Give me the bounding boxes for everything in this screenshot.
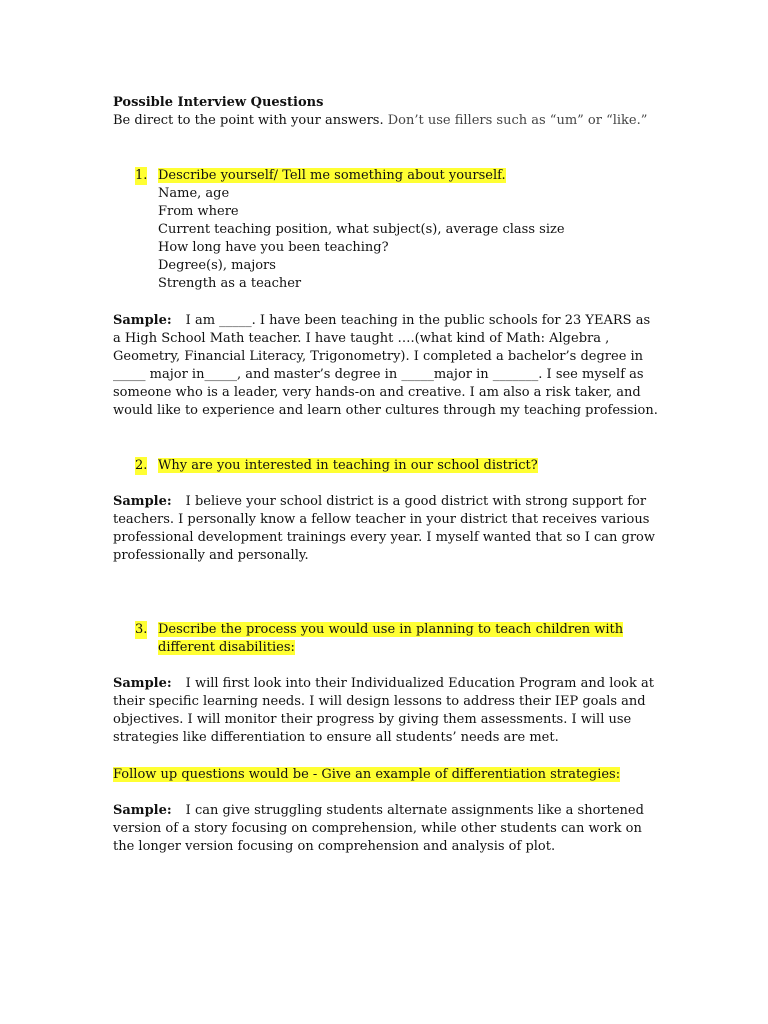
followup-question (113, 766, 620, 784)
sample-answer-3 (113, 675, 658, 747)
intro-line (113, 112, 647, 130)
followup-question-text: Follow up questions would be - Give an example of differentiation strategies: (113, 767, 621, 782)
question-2 (135, 457, 538, 475)
list-item: How long have you been teaching? (158, 240, 389, 255)
sample-label: Sample: (113, 494, 172, 509)
sample-answer-followup (113, 802, 658, 856)
question-1-text: Describe yourself/ Tell me something about yourself. (158, 168, 506, 183)
sample-label: Sample: (113, 803, 172, 818)
question-2-text: Why are you interested in teaching in our school district? (158, 458, 538, 473)
intro-lead: Be direct to the point with your answers. (113, 113, 384, 128)
question-3 (135, 621, 625, 657)
sample-text: I believe your school district is a good district with strong support for teachers. I personally know a fellow teacher in your district that receives various professional development trainings every year. I myself wanted that so I can grow professionally and personally. (113, 494, 656, 563)
question-2-number: 2. (135, 458, 148, 473)
list-item: Current teaching position, what subject(s), average class size (158, 222, 565, 237)
sample-text: I can give struggling students alternate assignments like a shortened version of a story focusing on comprehension, while other students can work on the longer version focusing on comprehension and analysis of plot. (113, 803, 644, 854)
sample-text: I am _____. I have been teaching in the public schools for 23 YEARS as a High School Math teacher. I have taught ….(what kind of Math: Algebra , Geometry, Financial Literacy, Trigonometry). I completed a bachelor’s degree in _____ major in_____, and master’s degree in _____major in _______. I see myself as someone who is a leader, very hands-on and creative. I am also a risk taker, and would like to experience and learn other cultures through my teaching profession. (113, 313, 658, 418)
list-item: Strength as a teacher (158, 276, 302, 291)
question-1-subitems (158, 185, 565, 293)
sample-label: Sample: (113, 313, 172, 328)
question-3-number: 3. (135, 622, 148, 637)
intro-rest: Don’t use fillers such as “um” or “like.” (387, 113, 648, 128)
list-item: Name, age (158, 186, 230, 201)
sample-label: Sample: (113, 676, 172, 691)
page-title: Possible Interview Questions (113, 95, 324, 110)
list-item: Degree(s), majors (158, 258, 276, 273)
question-3-text: Describe the process you would use in planning to teach children with different disabilities: (158, 622, 624, 655)
question-1 (135, 167, 506, 185)
list-item: From where (158, 204, 239, 219)
sample-text: I will first look into their Individualized Education Program and look at their specific learning needs. I will design lessons to address their IEP goals and objectives. I will monitor their progress by giving them assessments. I will use strategies like differentiation to ensure all students’ needs are met. (113, 676, 654, 745)
sample-answer-1 (113, 312, 658, 420)
sample-answer-2 (113, 493, 658, 565)
question-1-number: 1. (135, 168, 148, 183)
